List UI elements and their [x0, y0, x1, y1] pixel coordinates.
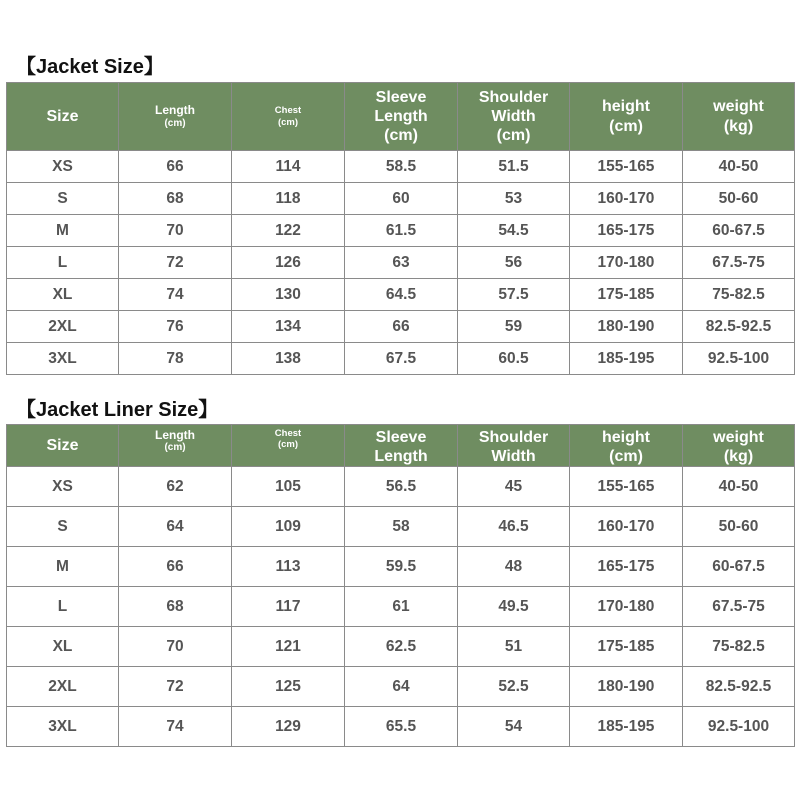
- table-row: [7, 343, 795, 375]
- cell-length: 74: [119, 279, 232, 311]
- cell-length: 66: [119, 547, 232, 587]
- cell-height: 170-180: [570, 247, 683, 279]
- cell-shoulder-width: 52.5: [458, 667, 570, 707]
- cell-shoulder-width: 56: [458, 247, 570, 279]
- cell-size: XL: [7, 627, 119, 667]
- cell-sleeve-length: 66: [345, 311, 458, 343]
- cell-sleeve-length: 56.5: [345, 467, 458, 507]
- header-line: (cm): [384, 127, 418, 145]
- header-line: (cm): [609, 448, 643, 466]
- cell-sleeve-length: 60: [345, 183, 458, 215]
- cell-chest: 113: [232, 547, 345, 587]
- header-height: [570, 83, 683, 151]
- cell-size: XL: [7, 279, 119, 311]
- header-shoulder-width: [458, 425, 570, 467]
- header-sleeve-length: [345, 83, 458, 151]
- header-line: Chest: [274, 428, 302, 439]
- cell-length: 78: [119, 343, 232, 375]
- cell-length: 76: [119, 311, 232, 343]
- header-line: weight: [713, 98, 764, 116]
- cell-shoulder-width: 49.5: [458, 587, 570, 627]
- cell-length: 70: [119, 215, 232, 247]
- header-sleeve-length: [345, 425, 458, 467]
- cell-sleeve-length: 65.5: [345, 707, 458, 747]
- header-line: weight: [713, 429, 764, 446]
- cell-weight: 82.5-92.5: [683, 311, 795, 343]
- cell-sleeve-length: 64: [345, 667, 458, 707]
- cell-size: S: [7, 507, 119, 547]
- cell-height: 160-170: [570, 183, 683, 215]
- cell-chest: 114: [232, 151, 345, 183]
- header-line: Width: [491, 448, 536, 466]
- jacket-liner-size-title: 【Jacket Liner Size】: [16, 399, 219, 421]
- cell-chest: 130: [232, 279, 345, 311]
- header-line: Chest: [274, 105, 302, 117]
- cell-weight: 60-67.5: [683, 547, 795, 587]
- cell-shoulder-width: 57.5: [458, 279, 570, 311]
- header-line: (kg): [723, 117, 754, 135]
- cell-weight: 92.5-100: [683, 707, 795, 747]
- cell-weight: 75-82.5: [683, 627, 795, 667]
- cell-sleeve-length: 59.5: [345, 547, 458, 587]
- cell-length: 70: [119, 627, 232, 667]
- cell-shoulder-width: 54: [458, 707, 570, 747]
- header-line: Length: [374, 448, 428, 466]
- table-row: [7, 247, 795, 279]
- cell-sleeve-length: 61: [345, 587, 458, 627]
- header-length: [119, 83, 232, 151]
- cell-weight: 60-67.5: [683, 215, 795, 247]
- cell-size: S: [7, 183, 119, 215]
- cell-shoulder-width: 45: [458, 467, 570, 507]
- cell-sleeve-length: 64.5: [345, 279, 458, 311]
- table-header-row: [7, 425, 795, 467]
- cell-chest: 138: [232, 343, 345, 375]
- cell-chest: 122: [232, 215, 345, 247]
- cell-length: 62: [119, 467, 232, 507]
- jacket-size-table: [6, 82, 795, 375]
- cell-height: 180-190: [570, 311, 683, 343]
- cell-size: M: [7, 215, 119, 247]
- header-size: [7, 425, 119, 467]
- header-line: height: [602, 429, 650, 446]
- cell-size: 2XL: [7, 667, 119, 707]
- cell-weight: 50-60: [683, 183, 795, 215]
- table-row: [7, 507, 795, 547]
- header-size: [7, 83, 119, 151]
- cell-size: L: [7, 587, 119, 627]
- header-line: Length: [155, 428, 195, 442]
- header-line: (cm): [277, 116, 299, 128]
- cell-shoulder-width: 51.5: [458, 151, 570, 183]
- header-line: Size: [46, 437, 79, 455]
- header-line: (cm): [609, 117, 643, 135]
- cell-chest: 117: [232, 587, 345, 627]
- cell-length: 64: [119, 507, 232, 547]
- table-row: [7, 311, 795, 343]
- header-line: (cm): [164, 117, 186, 129]
- cell-weight: 75-82.5: [683, 279, 795, 311]
- cell-size: 2XL: [7, 311, 119, 343]
- cell-weight: 50-60: [683, 507, 795, 547]
- cell-height: 180-190: [570, 667, 683, 707]
- cell-height: 160-170: [570, 507, 683, 547]
- header-line: Length: [374, 107, 428, 125]
- cell-shoulder-width: 53: [458, 183, 570, 215]
- cell-weight: 82.5-92.5: [683, 667, 795, 707]
- cell-chest: 129: [232, 707, 345, 747]
- header-line: Shoulder: [478, 429, 549, 446]
- cell-chest: 134: [232, 311, 345, 343]
- cell-sleeve-length: 62.5: [345, 627, 458, 667]
- cell-sleeve-length: 58: [345, 507, 458, 547]
- cell-height: 185-195: [570, 707, 683, 747]
- cell-weight: 40-50: [683, 467, 795, 507]
- cell-length: 68: [119, 183, 232, 215]
- jacket-liner-size-table: [6, 424, 795, 747]
- cell-chest: 121: [232, 627, 345, 667]
- cell-height: 170-180: [570, 587, 683, 627]
- header-line: (cm): [164, 442, 186, 454]
- header-weight: [683, 425, 795, 467]
- cell-weight: 40-50: [683, 151, 795, 183]
- cell-chest: 109: [232, 507, 345, 547]
- header-line: Sleeve: [375, 429, 427, 446]
- header-weight: [683, 83, 795, 151]
- table-row: [7, 667, 795, 707]
- cell-sleeve-length: 61.5: [345, 215, 458, 247]
- cell-size: 3XL: [7, 343, 119, 375]
- table-row: [7, 215, 795, 247]
- header-line: (cm): [277, 439, 299, 451]
- cell-length: 74: [119, 707, 232, 747]
- header-line: height: [602, 98, 650, 116]
- header-shoulder-width: [458, 83, 570, 151]
- table-row: [7, 183, 795, 215]
- cell-weight: 67.5-75: [683, 587, 795, 627]
- table-row: [7, 707, 795, 747]
- cell-length: 72: [119, 667, 232, 707]
- header-line: Shoulder: [478, 88, 549, 106]
- table-header-row: [7, 83, 795, 151]
- cell-height: 155-165: [570, 467, 683, 507]
- cell-size: XS: [7, 151, 119, 183]
- header-line: (cm): [496, 127, 531, 145]
- cell-shoulder-width: 59: [458, 311, 570, 343]
- table-row: [7, 627, 795, 667]
- cell-size: M: [7, 547, 119, 587]
- cell-sleeve-length: 58.5: [345, 151, 458, 183]
- cell-height: 175-185: [570, 627, 683, 667]
- table-row: [7, 151, 795, 183]
- header-line: Length: [155, 103, 195, 118]
- cell-length: 72: [119, 247, 232, 279]
- cell-height: 165-175: [570, 547, 683, 587]
- cell-chest: 118: [232, 183, 345, 215]
- header-height: [570, 425, 683, 467]
- cell-shoulder-width: 54.5: [458, 215, 570, 247]
- cell-height: 165-175: [570, 215, 683, 247]
- cell-shoulder-width: 60.5: [458, 343, 570, 375]
- cell-shoulder-width: 51: [458, 627, 570, 667]
- cell-size: XS: [7, 467, 119, 507]
- table-row: [7, 547, 795, 587]
- header-chest: [232, 425, 345, 467]
- cell-weight: 67.5-75: [683, 247, 795, 279]
- cell-sleeve-length: 63: [345, 247, 458, 279]
- cell-height: 185-195: [570, 343, 683, 375]
- cell-chest: 125: [232, 667, 345, 707]
- header-line: Sleeve: [375, 88, 427, 106]
- header-chest: [232, 83, 345, 151]
- cell-size: 3XL: [7, 707, 119, 747]
- cell-size: L: [7, 247, 119, 279]
- cell-chest: 126: [232, 247, 345, 279]
- cell-length: 68: [119, 587, 232, 627]
- cell-chest: 105: [232, 467, 345, 507]
- cell-height: 175-185: [570, 279, 683, 311]
- table-row: [7, 279, 795, 311]
- cell-height: 155-165: [570, 151, 683, 183]
- table-row: [7, 467, 795, 507]
- cell-shoulder-width: 46.5: [458, 507, 570, 547]
- cell-sleeve-length: 67.5: [345, 343, 458, 375]
- cell-shoulder-width: 48: [458, 547, 570, 587]
- header-line: (kg): [723, 448, 754, 466]
- header-line: Size: [46, 107, 79, 125]
- table-row: [7, 587, 795, 627]
- header-length: [119, 425, 232, 467]
- header-line: Width: [491, 107, 536, 125]
- cell-weight: 92.5-100: [683, 343, 795, 375]
- cell-length: 66: [119, 151, 232, 183]
- jacket-size-title: 【Jacket Size】: [16, 56, 164, 78]
